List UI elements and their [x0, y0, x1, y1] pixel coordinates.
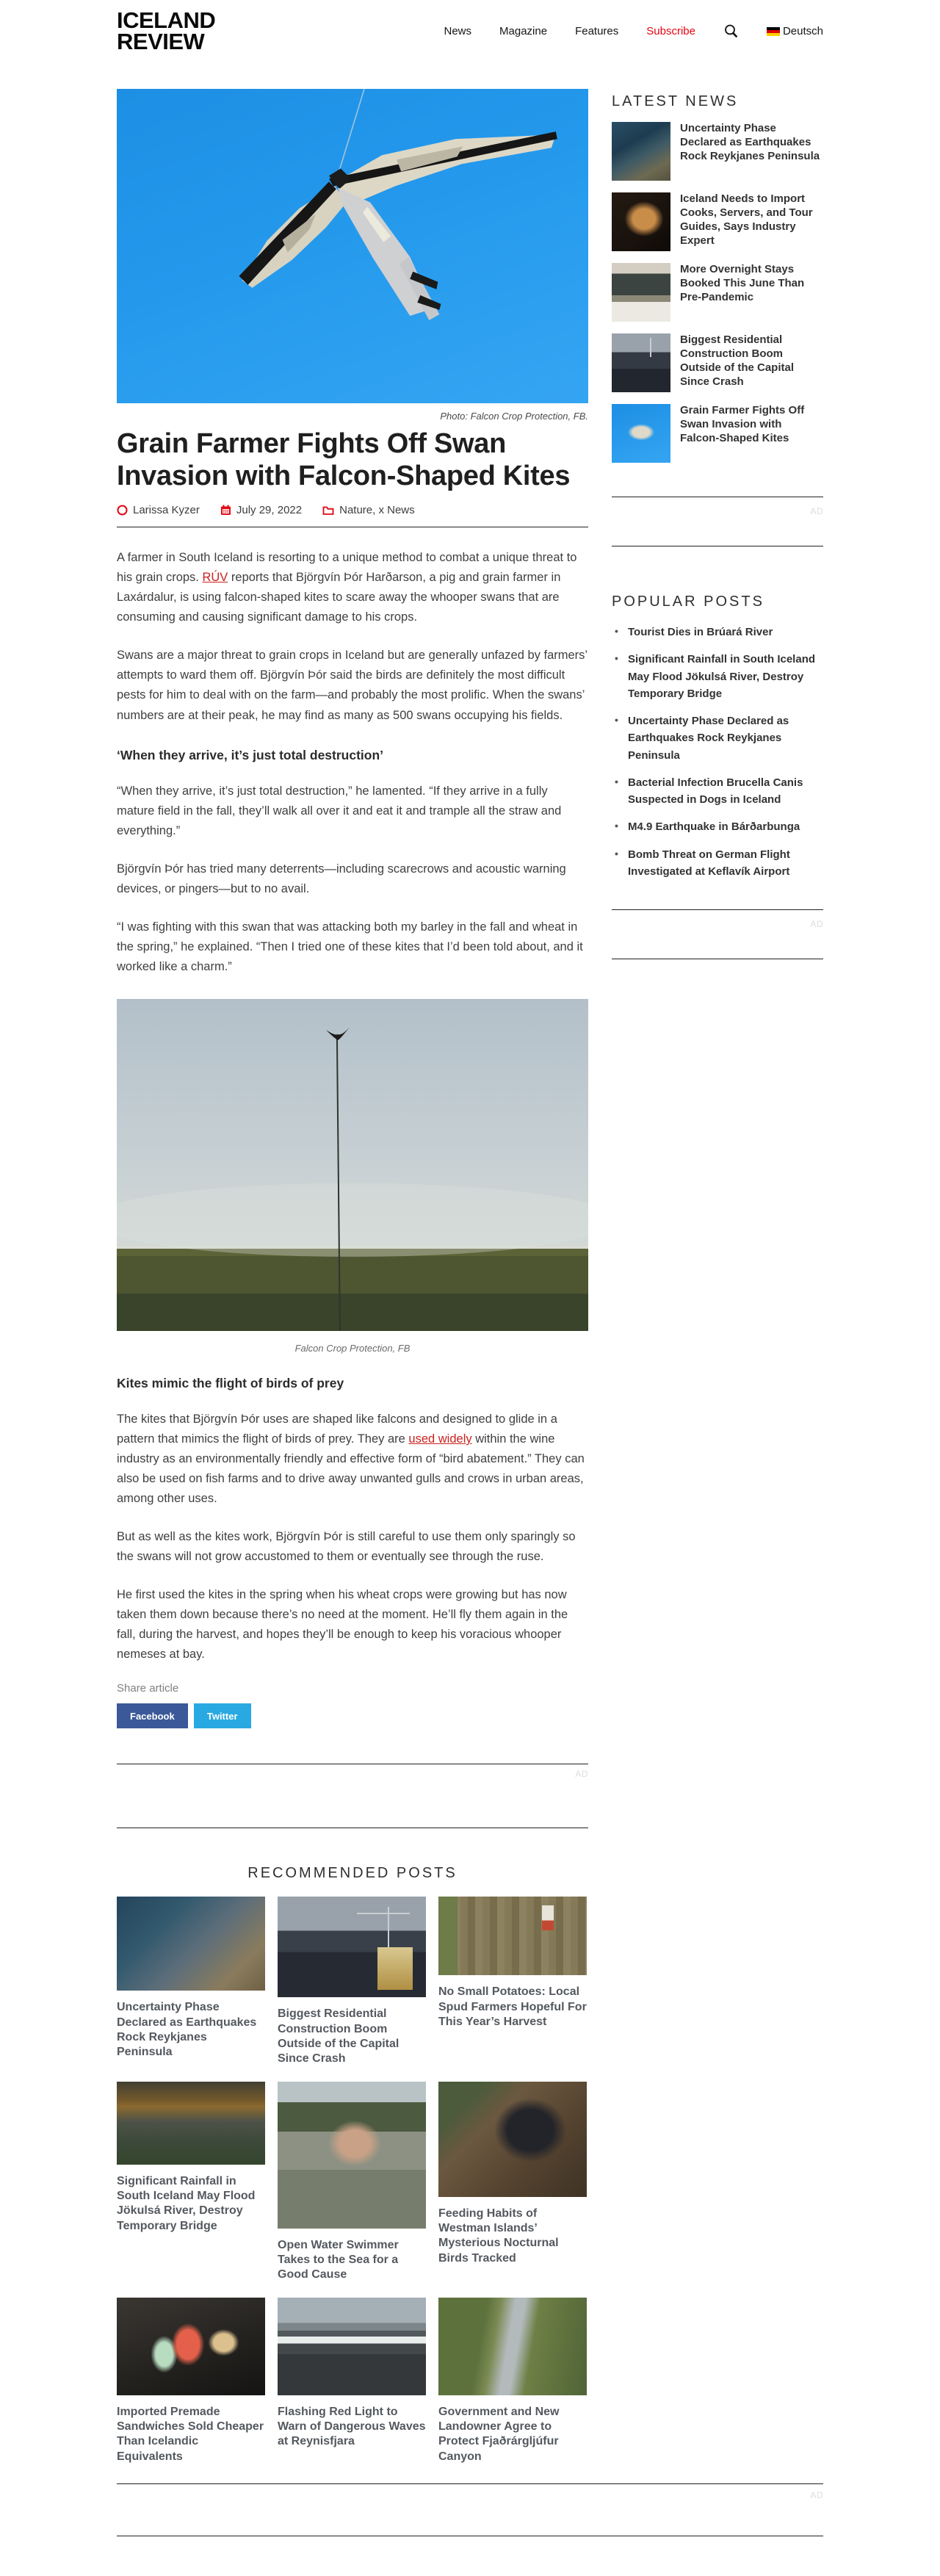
image-caption: Falcon Crop Protection, FB	[294, 1342, 411, 1354]
popular-post-item[interactable]: • Significant Rainfall in South Iceland May Flood Jökulsá River, Destroy Temporary Bridge	[612, 651, 823, 702]
language-switcher[interactable]	[767, 25, 823, 37]
site-logo[interactable]	[117, 7, 216, 54]
field-kite-image	[117, 999, 588, 1331]
recommended-thumb-sandwiches	[117, 2298, 265, 2395]
byline	[117, 504, 588, 516]
recommended-title: Flashing Red Light to Warn of Dangerous Waves at Reynisfjara	[278, 2405, 426, 2448]
recommended-title: Biggest Residential Construction Boom Outside of the Capital Since Crash	[278, 2007, 400, 2066]
paragraph-8: He first used the kites in the spring when his wheat crops were growing but has now taken them down because there’s no need at the moment. He’ll fly them again in the fall, during the harvest, and hopes they’ll be enough to keep his voracious whooper nemeses at bay.	[117, 1588, 568, 1662]
hero-image-falcon-kite	[117, 89, 588, 403]
paragraph-1-text-after: reports that Björgvín Þór Harðarson, a pig and grain farmer in Laxárdalur, is using falcon-shaped kites to scare away the whooper swans that are consuming and causing significant damage to his crops.	[117, 571, 561, 624]
nav-item-features[interactable]: Features	[575, 25, 619, 37]
nav-item-subscribe[interactable]: Subscribe	[646, 25, 695, 37]
date-meta	[220, 504, 302, 516]
latest-title: More Overnight Stays Booked This June Than Pre-Pandemic	[680, 263, 805, 303]
sidebar-ad-slot-2	[612, 910, 823, 959]
nav-item-news[interactable]: News	[444, 25, 472, 37]
popular-posts-list	[612, 624, 823, 880]
latest-thumb-glacier	[612, 122, 670, 181]
recommended-thumb-volcano	[117, 1897, 265, 1991]
sidebar	[612, 89, 823, 959]
latest-news-heading: LATEST NEWS	[612, 93, 739, 110]
popular-post-item[interactable]: • Bacterial Infection Brucella Canis Suspected in Dogs in Iceland	[612, 774, 823, 809]
article	[117, 89, 588, 2464]
recommended-card-2[interactable]	[278, 1897, 426, 2066]
ruv-link[interactable]: RÚV	[202, 571, 228, 585]
recommended-thumb-canyon	[438, 2298, 587, 2395]
recommended-title: Uncertainty Phase Declared as Earthquakes Rock Reykjanes Peninsula	[117, 2001, 257, 2059]
logo-line-1: ICELAND	[117, 7, 216, 33]
latest-news-item-1[interactable]	[612, 122, 823, 181]
author-name: Larissa Kyzer	[133, 504, 200, 517]
latest-news-item-2[interactable]	[612, 192, 823, 251]
language-label: Deutsch	[782, 25, 823, 37]
recommended-title: Open Water Swimmer Takes to the Sea for a Good Cause	[278, 2238, 399, 2281]
recommended-title: No Small Potatoes: Local Spud Farmers Hopeful For This Year’s Harvest	[438, 1985, 587, 2029]
latest-thumb-falcon-kite	[612, 404, 670, 463]
paragraph-5: “I was fighting with this swan that was attacking both my barley in the fall and wheat in the spring,” he explained. “Then I tried one of these kites that I’d been told about, and it worked like a charm.”	[117, 920, 583, 973]
facebook-share-button[interactable]: Facebook	[117, 1703, 188, 1728]
article-title: Grain Farmer Fights Off Swan Invasion with Falcon-Shaped Kites	[117, 428, 571, 492]
recommended-thumb-potato-field	[438, 1897, 587, 1975]
recommended-card-3[interactable]	[438, 1897, 587, 2030]
recommended-row-2	[117, 2082, 588, 2283]
publish-date: July 29, 2022	[236, 504, 303, 517]
twitter-share-button[interactable]: Twitter	[194, 1703, 251, 1728]
latest-thumb-chef	[612, 192, 670, 251]
recommended-thumb-swimmer	[278, 2082, 426, 2229]
latest-title: Biggest Residential Construction Boom Outside of the Capital Since Crash	[680, 333, 795, 388]
ad-label: AD	[810, 2489, 823, 2500]
recommended-card-5[interactable]	[278, 2082, 426, 2283]
nav-item-magazine[interactable]: Magazine	[499, 25, 548, 37]
subheading-2: Kites mimic the flight of birds of prey	[117, 1375, 344, 1390]
share-buttons	[117, 1703, 588, 1728]
recommended-thumb-rainy-landscape	[117, 2082, 265, 2165]
recommended-card-8[interactable]	[278, 2298, 426, 2450]
paragraph-6	[117, 1410, 588, 1509]
author-meta[interactable]	[117, 504, 200, 516]
latest-thumb-hotel-room	[612, 263, 670, 322]
footer-ad-slot	[117, 2484, 823, 2525]
paragraph-3: “When they arrive, it’s just total destruction,” he lamented. “If they arrive in a fully mature field in the fall, they’ll walk all over it and eat it and trample all the straw and everything.”	[117, 784, 562, 837]
german-flag-icon	[767, 27, 780, 36]
popular-post-item[interactable]: • Bomb Threat on German Flight Investigated at Keflavík Airport	[612, 846, 823, 881]
recommended-row-3	[117, 2298, 588, 2464]
sidebar-ad-slot-1	[612, 497, 823, 546]
popular-post-item[interactable]: • Tourist Dies in Brúará River	[612, 624, 823, 641]
latest-title: Uncertainty Phase Declared as Earthquakes Rock Reykjanes Peninsula	[680, 122, 820, 162]
share-label: Share article	[117, 1682, 179, 1695]
latest-thumb-construction	[612, 333, 670, 392]
subheading-1: ‘When they arrive, it’s just total destruction’	[117, 747, 384, 762]
category-meta[interactable]	[322, 504, 415, 516]
recommended-heading: RECOMMENDED POSTS	[247, 1865, 458, 1882]
paragraph-6-text: The kites that Björgvín Þór uses are shaped like falcons and designed to glide in a pattern that mimics the flight of birds of prey. They are	[117, 1412, 557, 1446]
latest-news-item-5[interactable]	[612, 404, 823, 463]
falcon-kite-illustration	[117, 89, 588, 403]
paragraph-7: But as well as the kites work, Björgvín Þór is still careful to use them only sparingly so the swans will not grow accustomed to them or eventually see through the ruse.	[117, 1530, 576, 1564]
latest-news-item-3[interactable]	[612, 263, 823, 322]
site-header	[117, 0, 823, 89]
photo-credit: Photo: Falcon Crop Protection, FB.	[440, 411, 588, 422]
popular-post-item[interactable]: • Uncertainty Phase Declared as Earthquakes Rock Reykjanes Peninsula	[612, 712, 823, 764]
ad-label: AD	[810, 919, 823, 930]
category-labels: Nature, x News	[339, 504, 415, 517]
field-kite-illustration	[117, 999, 588, 1331]
paragraph-6-text-after: within the wine industry as an environmentally friendly and effective form of “bird abatement.” They can also be used on fish farms and to drive away unwanted gulls and crows in urban areas, among other uses.	[117, 1432, 585, 1506]
recommended-card-6[interactable]	[438, 2082, 587, 2266]
recommended-card-1[interactable]	[117, 1897, 265, 2060]
logo-line-2: REVIEW	[117, 28, 205, 54]
recommended-card-7[interactable]	[117, 2298, 265, 2464]
article-ad-slot	[117, 1764, 588, 1817]
used-widely-link[interactable]: used widely	[408, 1432, 472, 1446]
paragraph-2: Swans are a major threat to grain crops in Iceland but are generally unfazed by farmers’ attempts to ward them off. Björgvín Þór said the birds are definitely the most difficult pests for him to deal with on the farm—and probably the most prolific. When the swans’ numbers are at their peak, he may find as many as 500 swans occupying his fields.	[117, 649, 588, 722]
main-nav	[444, 24, 824, 39]
popular-posts-heading: POPULAR POSTS	[612, 594, 764, 610]
recommended-thumb-nocturnal-bird	[438, 2082, 587, 2197]
recommended-title: Significant Rainfall in South Iceland May Flood Jökulsá River, Destroy Temporary Bridge	[117, 2174, 256, 2232]
latest-news-item-4[interactable]	[612, 333, 823, 392]
recommended-card-9[interactable]	[438, 2298, 587, 2464]
paragraph-1-text: A farmer in South Iceland is resorting to a unique method to combat a unique threat to his grain crops.	[117, 551, 577, 585]
recommended-card-4[interactable]	[117, 2082, 265, 2234]
paragraph-4: Björgvín Þór has tried many deterrents—including scarecrows and acoustic warning devices, or pingers—but to no avail.	[117, 862, 566, 895]
search-icon[interactable]	[723, 24, 739, 39]
latest-title: Grain Farmer Fights Off Swan Invasion with Falcon-Shaped Kites	[680, 404, 805, 444]
ad-label: AD	[575, 1769, 588, 1780]
recommended-thumb-construction	[278, 1897, 426, 1997]
latest-title: Iceland Needs to Import Cooks, Servers, and Tour Guides, Says Industry Expert	[680, 192, 813, 247]
recommended-title: Government and New Landowner Agree to Protect Fjaðrárgljúfur Canyon	[438, 2405, 560, 2463]
recommended-row-1	[117, 1897, 588, 2066]
folder-icon	[322, 505, 334, 516]
recommended-title: Feeding Habits of Westman Islands’ Mysterious Nocturnal Birds Tracked	[438, 2207, 559, 2265]
calendar-icon	[220, 505, 231, 516]
recommended-thumb-black-beach	[278, 2298, 426, 2395]
paragraph-1	[117, 548, 588, 627]
footer-ad-area	[117, 2483, 823, 2536]
author-icon	[117, 505, 128, 516]
recommended-title: Imported Premade Sandwiches Sold Cheaper Than Icelandic Equivalents	[117, 2405, 264, 2463]
popular-post-item[interactable]: • M4.9 Earthquake in Bárðarbunga	[612, 818, 823, 835]
ad-label: AD	[810, 506, 823, 517]
